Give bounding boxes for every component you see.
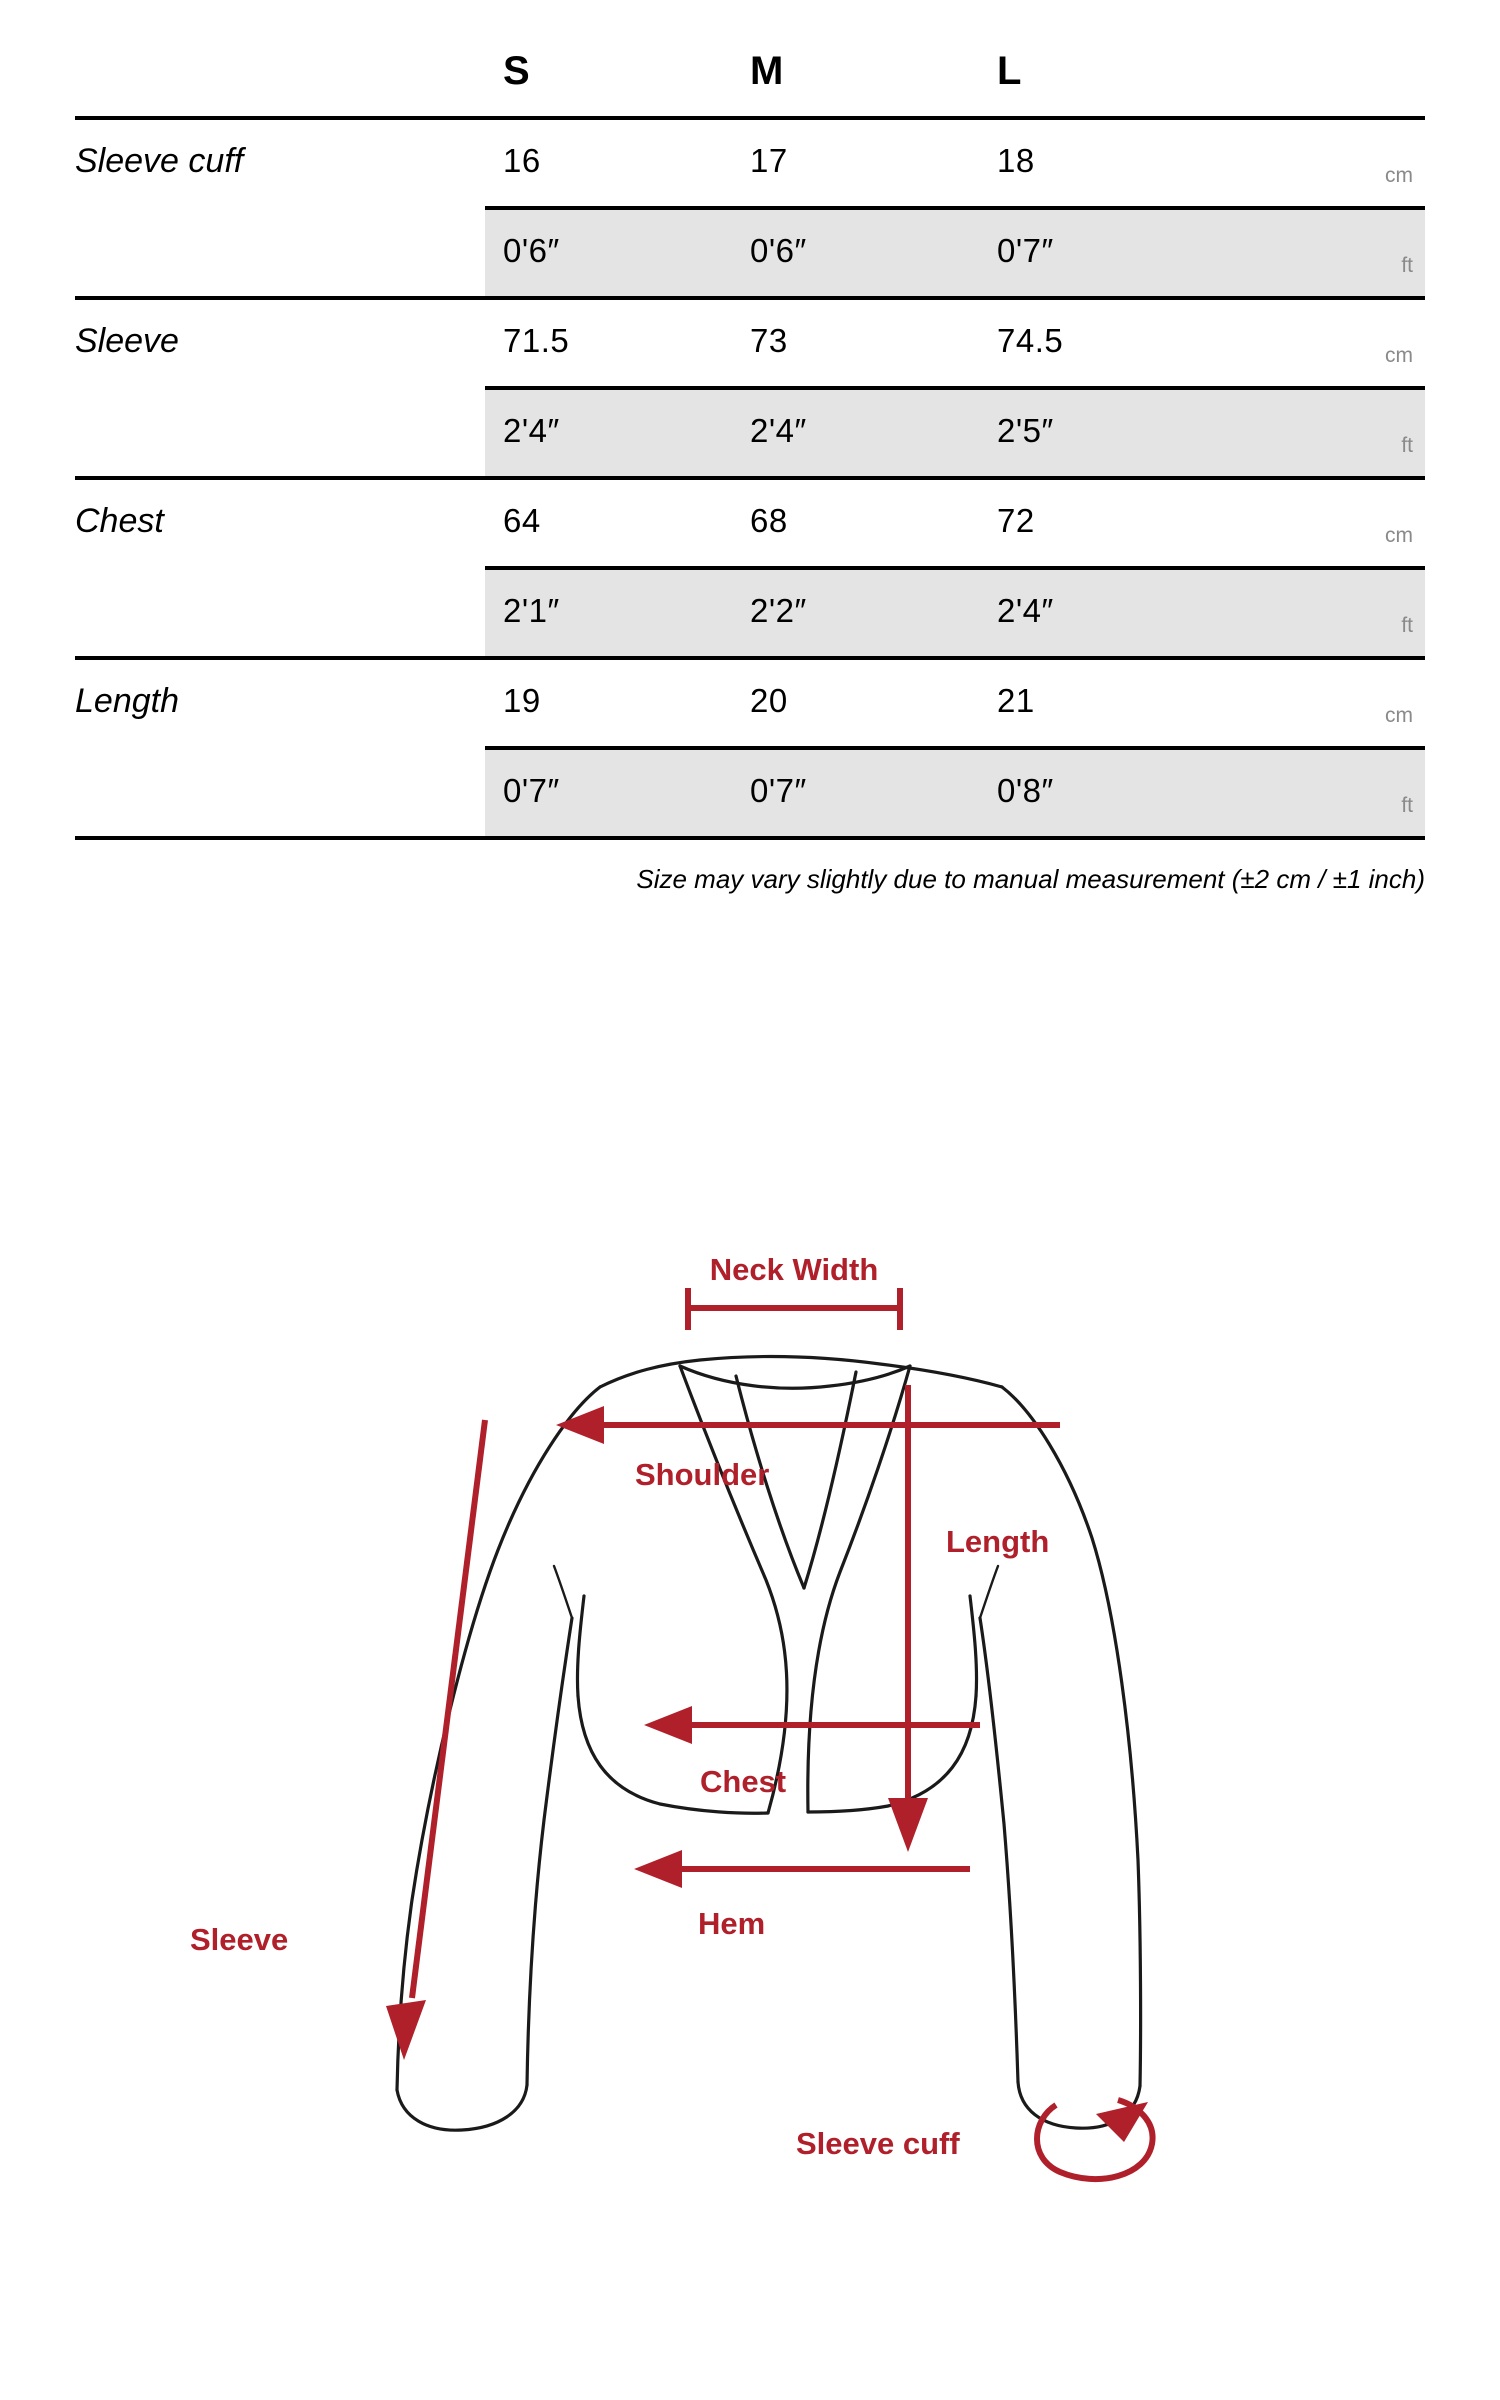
cell-sleeve-cuff-ft-m: 0'6″ xyxy=(732,208,979,298)
cell-sleeve-ft-l: 2'5″ xyxy=(979,388,1226,478)
table-row xyxy=(75,478,1425,568)
hem-annotation xyxy=(634,1850,970,1941)
table-row xyxy=(75,118,1425,208)
unit-label-cm: cm xyxy=(1226,298,1425,388)
neckline-v-right xyxy=(804,1372,856,1588)
left-bodice-hem-curve xyxy=(578,1696,660,1804)
row-label-length: Length xyxy=(75,658,485,748)
cell-sleeve-ft-m: 2'4″ xyxy=(732,388,979,478)
column-header-size-l: L xyxy=(997,49,1022,93)
table-row xyxy=(75,748,1425,838)
cell-sleeve-cuff-cm-m: 17 xyxy=(732,118,979,208)
cell-length-ft-l: 0'8″ xyxy=(979,748,1226,838)
sleeve-cuff-arrowhead xyxy=(1096,2102,1148,2142)
length-label: Length xyxy=(946,1524,1050,1559)
neck-width-annotation xyxy=(688,1252,900,1330)
cell-sleeve-cm-l: 74.5 xyxy=(979,298,1226,388)
cell-length-cm-m: 20 xyxy=(732,658,979,748)
rule-segment xyxy=(485,838,732,840)
length-annotation xyxy=(888,1385,1049,1852)
unit-label-ft: ft xyxy=(1226,568,1425,658)
table-row xyxy=(75,208,1425,298)
table-bottom-rule xyxy=(75,838,1425,840)
column-header-size-s: S xyxy=(503,49,530,93)
right-sleeve-outer-edge xyxy=(1002,1387,1141,2086)
wrap-left-panel-edge xyxy=(680,1366,787,1813)
wrap-right-panel-edge xyxy=(808,1366,910,1812)
sleeve-arrowhead xyxy=(386,2000,426,2060)
hem-arrowhead xyxy=(634,1850,682,1888)
table-row xyxy=(75,568,1425,658)
rule-segment xyxy=(732,838,979,840)
shoulder-annotation xyxy=(556,1406,1060,1492)
row-label-chest: Chest xyxy=(75,478,485,568)
column-header-size-m: M xyxy=(750,49,784,93)
shoulder-label: Shoulder xyxy=(635,1457,770,1492)
cell-length-cm-l: 21 xyxy=(979,658,1226,748)
rule-segment xyxy=(1226,838,1425,840)
chest-label: Chest xyxy=(700,1764,787,1799)
cell-length-ft-m: 0'7″ xyxy=(732,748,979,838)
cell-sleeve-cuff-ft-l: 0'7″ xyxy=(979,208,1226,298)
right-bodice-hem-curve xyxy=(888,1696,976,1806)
right-sleeve-inner-edge xyxy=(980,1618,1018,2082)
sleeve-measure-line xyxy=(412,1420,485,1998)
table-row xyxy=(75,388,1425,478)
measurement-disclaimer: Size may vary slightly due to manual measurement (±2 cm / ±1 inch) xyxy=(636,864,1425,894)
cell-sleeve-ft-s: 2'4″ xyxy=(485,388,732,478)
cell-sleeve-cm-s: 71.5 xyxy=(485,298,732,388)
size-chart-table-container xyxy=(75,40,1425,904)
left-underarm-notch xyxy=(554,1566,572,1618)
size-chart-table xyxy=(75,40,1425,840)
cell-sleeve-cuff-cm-l: 18 xyxy=(979,118,1226,208)
right-underarm-notch xyxy=(980,1566,998,1618)
sleeve-cuff-label: Sleeve cuff xyxy=(796,2126,960,2161)
unit-label-cm: cm xyxy=(1226,658,1425,748)
chest-arrowhead xyxy=(644,1706,692,1744)
cell-chest-cm-m: 68 xyxy=(732,478,979,568)
left-sleeve-outer-edge xyxy=(397,1387,600,2090)
left-sleeve-inner-edge xyxy=(527,1618,572,2085)
cell-chest-ft-l: 2'4″ xyxy=(979,568,1226,658)
bodice-hem-edge xyxy=(660,1804,768,1813)
garment-measurement-diagram xyxy=(180,1180,1180,2240)
cell-sleeve-cuff-ft-s: 0'6″ xyxy=(485,208,732,298)
back-neck-curve xyxy=(680,1366,910,1388)
unit-label-ft: ft xyxy=(1226,748,1425,838)
cell-chest-cm-l: 72 xyxy=(979,478,1226,568)
bodice-hem-edge-right xyxy=(808,1806,888,1812)
right-body-side-seam xyxy=(970,1596,977,1696)
table-row xyxy=(75,658,1425,748)
left-sleeve-cuff-edge xyxy=(397,2085,527,2130)
rule-segment xyxy=(979,838,1226,840)
chest-annotation xyxy=(644,1706,980,1799)
length-arrowhead xyxy=(888,1798,928,1852)
row-label-spacer xyxy=(75,388,485,478)
unit-label-cm: cm xyxy=(1226,118,1425,208)
shoulder-arrowhead xyxy=(556,1406,604,1444)
cell-chest-ft-s: 2'1″ xyxy=(485,568,732,658)
cell-chest-ft-m: 2'2″ xyxy=(732,568,979,658)
cell-length-ft-s: 0'7″ xyxy=(485,748,732,838)
cell-sleeve-cuff-cm-s: 16 xyxy=(485,118,732,208)
left-body-side-seam xyxy=(577,1596,584,1696)
rule-segment xyxy=(75,838,485,840)
row-label-spacer xyxy=(75,208,485,298)
row-label-sleeve-cuff: Sleeve cuff xyxy=(75,118,485,208)
row-label-spacer xyxy=(75,748,485,838)
sleeve-label: Sleeve xyxy=(190,1922,289,1957)
table-header-row xyxy=(75,40,1425,118)
column-header-unit xyxy=(1226,40,1425,118)
cell-chest-cm-s: 64 xyxy=(485,478,732,568)
cell-sleeve-cm-m: 73 xyxy=(732,298,979,388)
hem-label: Hem xyxy=(698,1906,766,1941)
unit-label-ft: ft xyxy=(1226,388,1425,478)
neck-width-label: Neck Width xyxy=(709,1252,879,1287)
unit-label-cm: cm xyxy=(1226,478,1425,568)
row-label-sleeve: Sleeve xyxy=(75,298,485,388)
sleeve-annotation xyxy=(190,1420,485,2060)
table-row xyxy=(75,298,1425,388)
sleeve-cuff-annotation xyxy=(796,2100,1153,2179)
shoulder-top-edge xyxy=(600,1357,1002,1387)
column-header-measurement xyxy=(75,40,485,118)
row-label-spacer xyxy=(75,568,485,658)
footnote-container xyxy=(75,864,1425,904)
unit-label-ft: ft xyxy=(1226,208,1425,298)
cell-length-cm-s: 19 xyxy=(485,658,732,748)
